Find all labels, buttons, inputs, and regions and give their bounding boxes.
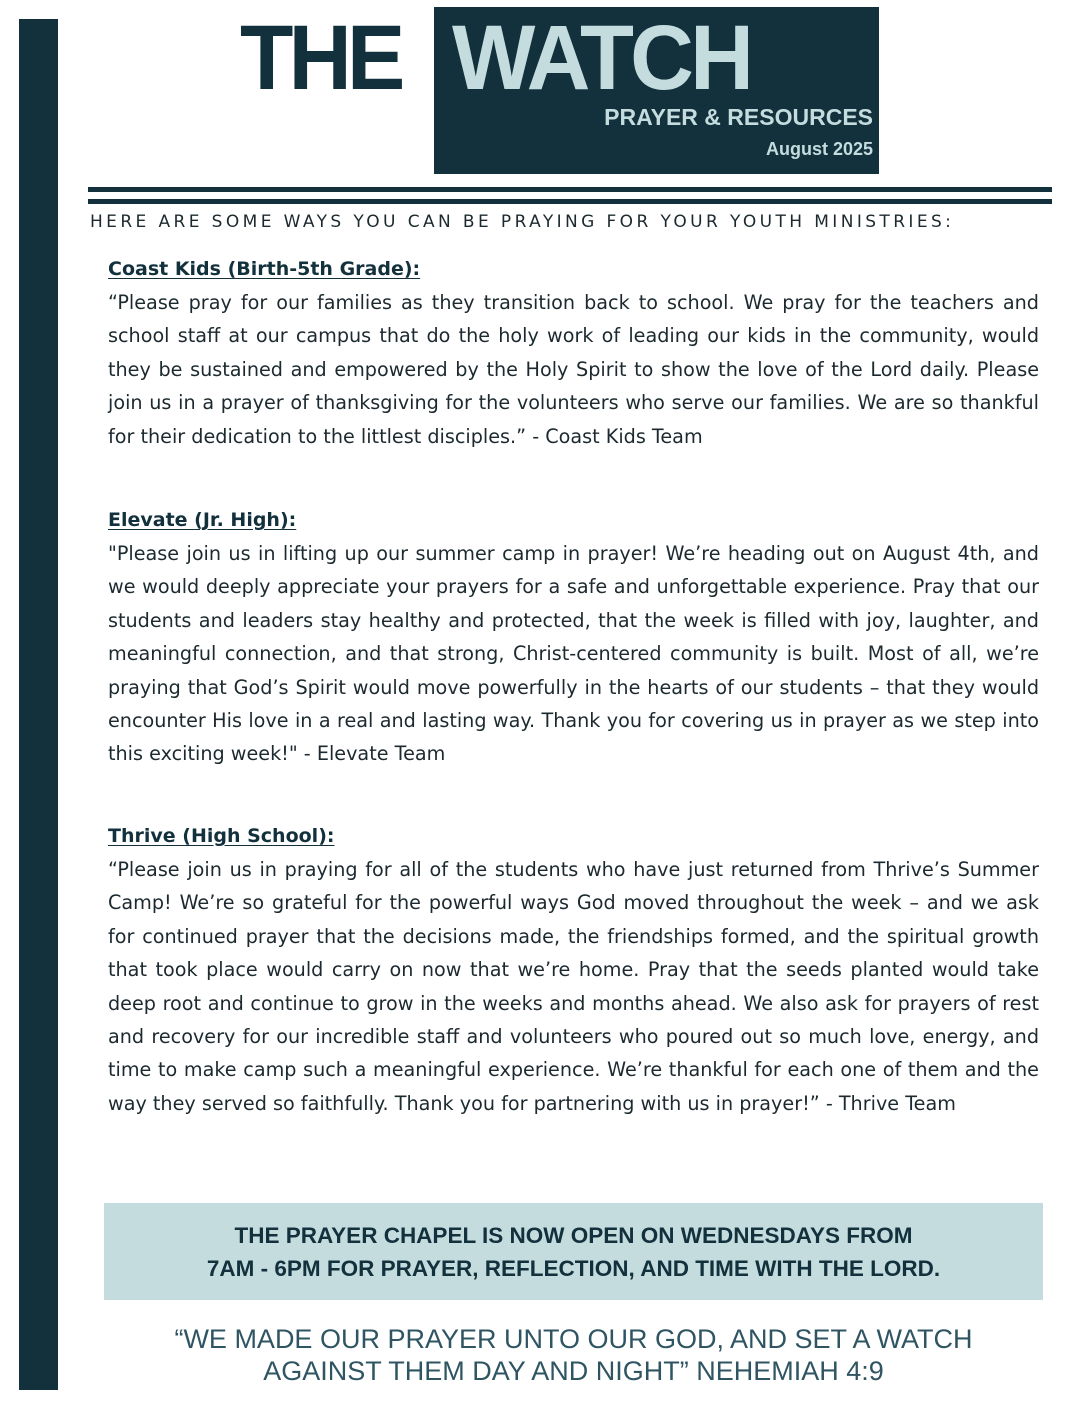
left-accent-bar	[19, 19, 58, 1390]
section-body: "Please join us in lifting up our summer camp in prayer! We’re heading out on August 4th, and we would deeply appreciate your prayers for a safe and unforgettable experience. Pray that our students and leaders stay healthy and protected, that the week is filled with joy, laughter, and meaningful connection, and that strong, Christ-centered community is built. Most of all, we’re praying that God’s Spirit would move powerfully in the hearts of our students – that they would encounter His love in a real and lasting way. Thank you for covering us in prayer as we step into this exciting week!" - Elevate Team	[108, 542, 1039, 766]
issue-date: August 2025	[765, 139, 873, 159]
callout-line-1: THE PRAYER CHAPEL IS NOW OPEN ON WEDNESDAYS FROM	[234, 1222, 913, 1248]
section-body: “Please join us in praying for all of the students who have just returned from Thrive’s Summer Camp! We’re so grateful for the powerful ways God moved throughout the week – and we ask for continued prayer that the decisions made, the friendships formed, and the spiritual growth that took place would carry on now that we’re home. Pray that the seeds planted would take deep root and continue to grow in the weeks and months ahead. We also ask for prayers of rest and recovery for our incredible staff and volunteers who poured out so much love, energy, and time to make camp such a meaningful experience. We’re thankful for each one of them and the way they served so faithfully. Thank you for partnering with us in prayer!” - Thrive Team	[108, 858, 1039, 1115]
masthead-the: THE	[240, 7, 401, 109]
masthead-watch: WATCH	[452, 7, 751, 109]
verse-line-1: “WE MADE OUR PRAYER UNTO OUR GOD, AND SET A WATCH	[174, 1324, 973, 1354]
section-elevate	[108, 504, 1039, 771]
section-thrive	[108, 820, 1039, 1120]
section-coast-kids	[108, 253, 1039, 453]
section-heading: Thrive (High School):	[108, 825, 335, 847]
section-heading: Elevate (Jr. High):	[108, 509, 297, 531]
header-rule-bottom	[88, 199, 1052, 204]
masthead-subtitle: PRAYER & RESOURCES	[604, 104, 873, 130]
intro-heading: HERE ARE SOME WAYS YOU CAN BE PRAYING FOR YOUR YOUTH MINISTRIES:	[90, 212, 955, 232]
prayer-chapel-callout	[104, 1203, 1043, 1300]
scripture-verse	[104, 1323, 1043, 1387]
section-heading: Coast Kids (Birth-5th Grade):	[108, 258, 421, 280]
verse-line-2: AGAINST THEM DAY AND NIGHT” NEHEMIAH 4:9	[263, 1356, 884, 1386]
header-rule-top	[88, 187, 1052, 192]
callout-line-2: 7AM - 6PM FOR PRAYER, REFLECTION, AND TIME WITH THE LORD.	[206, 1255, 941, 1281]
section-body: “Please pray for our families as they transition back to school. We pray for the teachers and school staff at our campus that do the holy work of leading our kids in the community, would they be sustained and empowered by the Holy Spirit to show the love of the Lord daily. Please join us in a prayer of thanksgiving for the volunteers who serve our families. We are so thankful for their dedication to the littlest disciples.” - Coast Kids Team	[108, 291, 1039, 448]
